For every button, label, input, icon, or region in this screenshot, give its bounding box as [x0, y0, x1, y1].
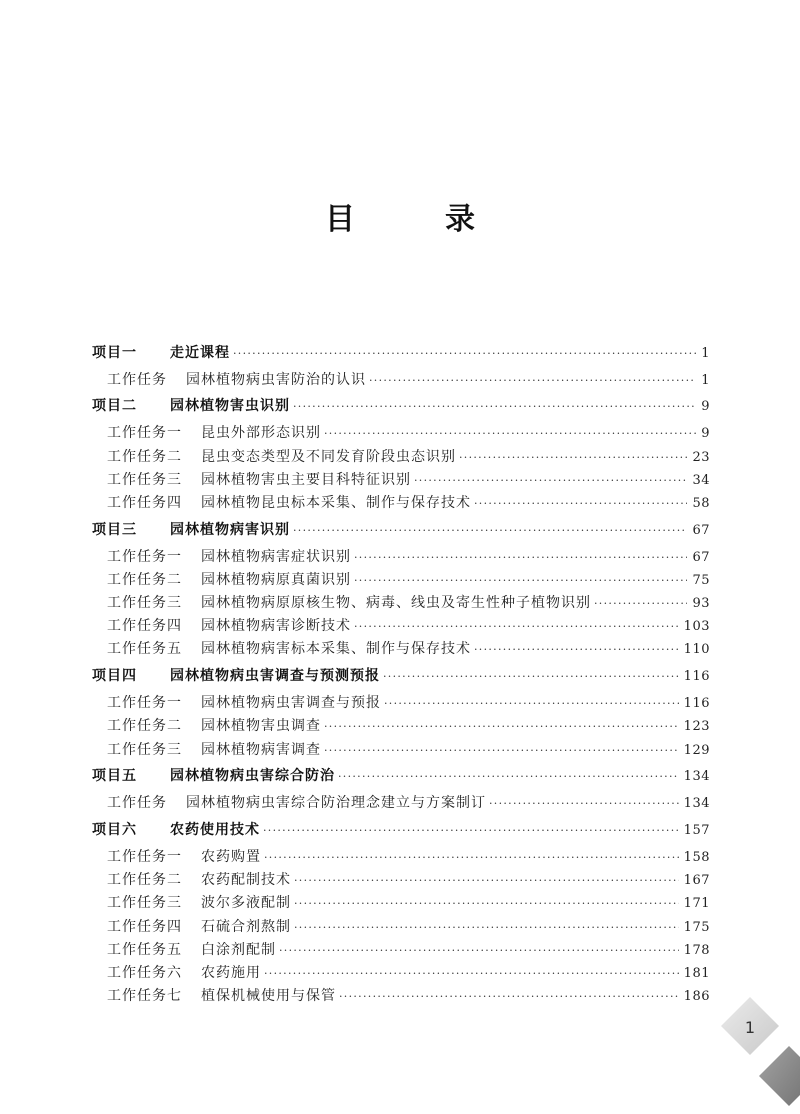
dot-leader [354, 615, 679, 638]
dot-leader [339, 985, 679, 1008]
entry-title: 石硫合剂熬制 [201, 918, 291, 935]
toc-task-entry [92, 792, 710, 815]
dot-leader [354, 569, 687, 592]
entry-title: 园林植物害虫识别 [170, 398, 290, 415]
entry-page-number: 9 [701, 426, 710, 442]
entry-page-number: 93 [692, 596, 710, 611]
page-title: 目录 [325, 202, 565, 237]
entry-title: 园林植物病害诊断技术 [201, 618, 351, 635]
dot-leader [264, 846, 679, 869]
dot-leader [594, 592, 687, 615]
entry-page-number: 34 [692, 472, 710, 488]
dot-leader [279, 939, 679, 962]
entry-label: 工作任务 [107, 371, 167, 388]
toc-task-entry [92, 715, 710, 738]
dot-leader [474, 492, 687, 515]
entry-title: 园林植物病原原核生物、病毒、线虫及寄生性种子植物识别 [201, 595, 591, 611]
dot-leader [293, 519, 687, 542]
entry-label: 工作任务三 [107, 741, 182, 758]
toc-task-entry [92, 422, 710, 445]
entry-title: 走近课程 [170, 344, 230, 361]
entry-label: 项目六 [92, 822, 137, 839]
dot-leader [293, 395, 696, 418]
entry-title: 昆虫变态类型及不同发育阶段虫态识别 [201, 448, 456, 465]
entry-page-number: 134 [683, 796, 710, 812]
entry-label: 项目三 [92, 521, 137, 538]
entry-label: 工作任务一 [107, 849, 182, 865]
entry-page-number: 103 [683, 619, 710, 635]
entry-title: 农药施用 [201, 964, 261, 981]
toc-project-entry [92, 519, 710, 542]
toc-task-entry [92, 916, 710, 939]
toc-project-entry [92, 819, 710, 842]
entry-label: 工作任务五 [107, 641, 182, 658]
dot-leader [233, 342, 696, 365]
entry-label: 项目一 [92, 344, 137, 361]
entry-title: 园林植物病虫害调查与预报 [201, 695, 381, 712]
entry-label: 工作任务四 [107, 918, 182, 935]
dot-leader [264, 962, 679, 985]
dot-leader [324, 739, 679, 762]
entry-page-number: 175 [683, 919, 710, 935]
entry-title: 波尔多液配制 [201, 895, 291, 912]
entry-title: 昆虫外部形态识别 [201, 425, 321, 442]
entry-label: 工作任务一 [107, 425, 182, 442]
toc-task-entry [92, 615, 710, 638]
toc-project-entry [92, 665, 710, 688]
entry-label: 工作任务四 [107, 494, 182, 511]
entry-page-number: 1 [701, 345, 710, 361]
dot-leader [459, 446, 687, 469]
toc-task-entry [92, 692, 710, 715]
dot-leader [324, 715, 679, 738]
entry-page-number: 9 [701, 399, 710, 415]
entry-page-number: 110 [683, 642, 710, 658]
entry-title: 园林植物病害标本采集、制作与保存技术 [201, 641, 471, 658]
dot-leader [489, 792, 679, 815]
toc-task-entry [92, 569, 710, 592]
entry-label: 工作任务 [107, 795, 167, 812]
entry-page-number: 171 [683, 896, 710, 912]
entry-title: 园林植物害虫主要目科特征识别 [201, 471, 411, 488]
dot-leader [414, 469, 687, 492]
toc-task-entry [92, 546, 710, 569]
entry-title: 植保机械使用与保管 [201, 988, 336, 1005]
dot-leader [294, 892, 679, 915]
entry-page-number: 67 [692, 549, 710, 565]
toc-project-entry [92, 395, 710, 418]
entry-page-number: 67 [692, 522, 710, 538]
page-number-badge [715, 990, 800, 1114]
badge-dark-diamond [759, 1046, 800, 1106]
toc-task-entry [92, 469, 710, 492]
toc-project-entry [92, 342, 710, 365]
entry-label: 工作任务六 [107, 964, 182, 981]
entry-label: 工作任务一 [107, 548, 182, 565]
entry-page-number: 186 [683, 989, 710, 1005]
entry-title: 园林植物病害症状识别 [201, 548, 351, 565]
entry-label: 工作任务七 [107, 988, 182, 1005]
entry-title: 农药购置 [201, 849, 261, 865]
toc-task-entry [92, 939, 710, 962]
entry-label: 工作任务五 [107, 941, 182, 958]
toc-task-entry [92, 985, 710, 1008]
entry-label: 工作任务三 [107, 595, 182, 611]
toc-task-entry [92, 638, 710, 661]
entry-page-number: 134 [683, 769, 710, 785]
entry-label: 项目五 [92, 768, 137, 785]
entry-label: 工作任务二 [107, 718, 182, 735]
entry-label: 工作任务二 [107, 872, 182, 889]
entry-title: 园林植物病虫害防治的认识 [186, 371, 366, 388]
entry-title: 白涂剂配制 [201, 941, 276, 958]
dot-leader [354, 546, 687, 569]
entry-page-number: 123 [683, 719, 710, 735]
toc-task-entry [92, 846, 710, 869]
entry-label: 工作任务二 [107, 448, 182, 465]
entry-page-number: 157 [683, 823, 710, 839]
entry-title: 园林植物病害调查 [201, 741, 321, 758]
dot-leader [384, 692, 679, 715]
toc-task-entry [92, 892, 710, 915]
entry-title: 园林植物病虫害综合防治 [170, 768, 335, 785]
toc-task-entry [92, 962, 710, 985]
toc-task-entry [92, 369, 710, 392]
entry-page-number: 178 [683, 942, 710, 958]
dot-leader [294, 916, 679, 939]
toc-task-entry [92, 592, 710, 615]
entry-label: 工作任务一 [107, 695, 182, 712]
entry-page-number: 116 [683, 669, 710, 685]
entry-page-number: 58 [692, 495, 710, 511]
entry-page-number: 23 [692, 449, 710, 465]
toc-task-entry [92, 492, 710, 515]
entry-title: 园林植物病虫害综合防治理念建立与方案制订 [186, 795, 486, 812]
entry-page-number: 158 [683, 850, 710, 865]
dot-leader [294, 869, 679, 892]
toc-task-entry [92, 739, 710, 762]
entry-page-number: 181 [683, 965, 710, 981]
entry-title: 园林植物病害识别 [170, 521, 290, 538]
toc-list [92, 338, 710, 1008]
dot-leader [383, 665, 679, 688]
entry-page-number: 1 [701, 372, 710, 388]
dot-leader [324, 422, 696, 445]
toc-task-entry [92, 446, 710, 469]
entry-label: 工作任务四 [107, 618, 182, 635]
entry-label: 工作任务三 [107, 895, 182, 912]
dot-leader [338, 765, 679, 788]
entry-page-number: 75 [692, 572, 710, 588]
entry-title: 园林植物病原真菌识别 [201, 571, 351, 588]
page-number: 1 [744, 1018, 756, 1037]
entry-title: 农药使用技术 [170, 822, 260, 839]
entry-label: 项目四 [92, 668, 137, 685]
entry-title: 园林植物病虫害调查与预测预报 [170, 668, 380, 685]
toc-task-entry [92, 869, 710, 892]
dot-leader [263, 819, 679, 842]
entry-label: 项目二 [92, 398, 137, 415]
dot-leader [474, 638, 679, 661]
entry-label: 工作任务三 [107, 471, 182, 488]
entry-title: 园林植物害虫调查 [201, 718, 321, 735]
entry-label: 工作任务二 [107, 571, 182, 588]
entry-page-number: 129 [683, 742, 710, 758]
entry-page-number: 167 [683, 873, 710, 889]
entry-page-number: 116 [683, 696, 710, 712]
toc-project-entry [92, 765, 710, 788]
entry-title: 园林植物昆虫标本采集、制作与保存技术 [201, 494, 471, 511]
entry-title: 农药配制技术 [201, 872, 291, 889]
dot-leader [369, 369, 696, 392]
